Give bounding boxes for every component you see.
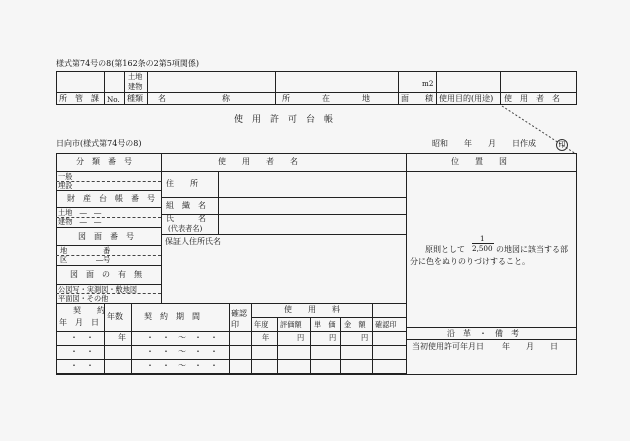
fee-col-amount: 金 額: [344, 320, 366, 329]
representative-label: (代表者名): [168, 224, 203, 233]
location-map-header: 位 置 図: [451, 157, 507, 166]
buried-label: 埋設: [58, 181, 73, 190]
row1-year: 年: [118, 333, 126, 342]
fold-line: [500, 104, 580, 156]
location-note-line1-after: の地図に該当する部: [496, 245, 568, 254]
form-title: 様式第74号の8(第162条の2第5項関係): [56, 59, 199, 68]
header-no: No.: [107, 95, 120, 104]
guarantor-label: 保証人住所氏名: [165, 237, 221, 246]
drawing-kinds-2: 平面図・その他: [58, 294, 109, 303]
row1-fee-year: 年: [262, 333, 270, 342]
row1-fee-amount: 円: [361, 333, 369, 342]
row1-date: ・ ・: [70, 333, 94, 342]
history-header: 沿 革 ・ 備 考: [447, 329, 519, 338]
fee-col-unit-price: 単 価: [314, 320, 336, 329]
date-line: 昭和 年 月 日作成: [432, 139, 536, 148]
scale-numerator: 1: [480, 234, 485, 243]
row1-period: ・ ・ 〜 ・ ・: [146, 333, 218, 342]
first-permit-label: 当初使用許可年月日: [412, 342, 484, 351]
row3-period: ・ ・ 〜 ・ ・: [146, 361, 218, 370]
row2-period: ・ ・ 〜 ・ ・: [146, 347, 218, 356]
class-number-label: 分 類 番 号: [76, 157, 132, 166]
land-label: 土地: [128, 72, 143, 81]
building-label: 建物: [128, 82, 143, 91]
municipality: 日向市(様式第74号の8): [56, 139, 142, 148]
contract-period-label: 契 約 期 間: [144, 312, 200, 321]
address-label: 住 所: [166, 179, 198, 188]
fee-col-year: 年度: [254, 320, 269, 329]
contract-date-label: 年 月 日: [59, 318, 99, 327]
scale-denominator: 2,500: [472, 244, 493, 253]
header-area: 面 積: [401, 94, 433, 103]
user-name-header: 使 用 者 名: [218, 157, 298, 166]
land-number-line: 土地 ― ―: [58, 208, 102, 217]
fee-col-confirm: 確認印: [375, 320, 397, 329]
lot-label: 地 番: [60, 246, 111, 255]
first-permit-date: 年 月 日: [502, 342, 558, 351]
confirm-seal-label: 確認印: [231, 309, 247, 329]
header-type: 種類: [127, 94, 143, 103]
header-location: 所 在 地: [282, 94, 370, 103]
contract-label: 契 約: [73, 306, 105, 315]
years-label: 年数: [107, 312, 123, 321]
header-name: 名 称: [158, 94, 230, 103]
row2-date: ・ ・: [70, 347, 94, 356]
person-name-label: 氏 名: [166, 214, 206, 223]
row3-date: ・ ・: [70, 361, 94, 370]
drawing-number-label: 図 面 番 号: [78, 232, 134, 241]
row1-fee-valuation: 円: [297, 333, 305, 342]
property-number-label: 財 産 台 帳 番 号: [67, 194, 155, 203]
location-note-line1-before: 原則として: [425, 245, 465, 254]
org-name-label: 組 織 名: [166, 201, 206, 210]
drawing-presence-label: 図 面 の 有 無: [70, 270, 142, 279]
row1-fee-unit: 円: [329, 333, 337, 342]
fee-label: 使 用 料: [284, 305, 340, 314]
drawing-kinds-1: 公図写・実測図・敷地図: [58, 285, 138, 294]
general-label: 一般: [58, 172, 73, 181]
ward-label: 区 ―号: [60, 255, 111, 264]
building-number-line: 建物 ― ―: [58, 217, 102, 226]
header-user-name: 使 用 者 名: [504, 94, 560, 103]
area-unit: m2: [422, 79, 434, 88]
fee-col-valuation: 評価額: [280, 320, 302, 329]
header-department: 所 管 課: [59, 94, 99, 103]
header-purpose: 使用目的(用途): [439, 94, 494, 103]
seal-mark: 印: [556, 139, 568, 151]
register-title: 使 用 許 可 台 帳: [234, 115, 334, 125]
location-note-line2: 分に色をぬりのりづけすること。: [410, 257, 530, 266]
